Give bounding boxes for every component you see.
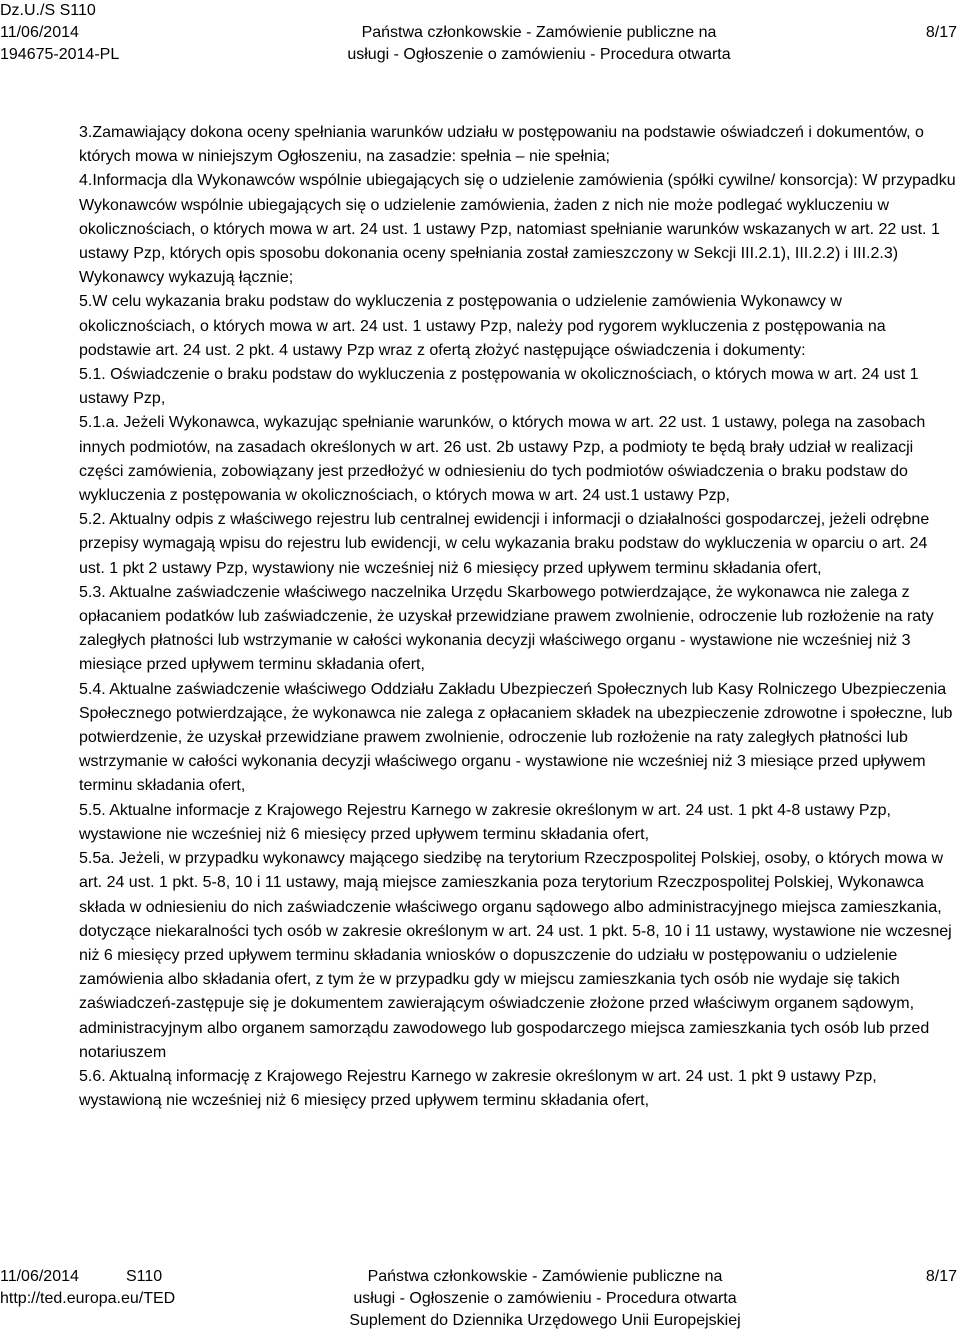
header-date: 11/06/2014 (0, 24, 79, 41)
paragraph-5-1: 5.1. Oświadczenie o braku podstaw do wykluczenia z postępowania w okolicznościach, o których mowa w art. 24 ust 1 ustawy Pzp, (79, 366, 919, 408)
page-header-title (336, 22, 742, 66)
paragraph-5-5a: 5.5a. Jeżeli, w przypadku wykonawcy mającego siedzibę na terytorium Rzeczpospolitej Polskiej, osoby, o których mowa w art. 24 ust. 1 pkt. 5-8, 10 i 11 ustawy, mają miejsce zamieszkania poza terytorium Rzeczpospolitej Polskiej, Wykonawca składa w odniesieniu do nich zaświadczenie właściwego organu sądowego albo administracyjnego miejsca zamieszkania, dotyczące niekaralności tych osób w zakresie określonym w art. 24 ust. 1 pkt. 5-8, 10 i 11 ustawy, wystawione nie wczesnej niż 6 miesięcy przed upływem terminu składania wniosków o dopuszczenie do udziału w postępowaniu o udzielenie zamówienia albo składania ofert, z tym że w przypadku gdy w miejscu zamieszkania tych osób nie wydaje się takich zaświadczeń-zastępuje się je dokumentem zawierającym oświadczenie złożone przed właściwym organem sądowym, administracyjnym albo organem samorządu zawodowego lub gospodarczego miejsca zamieszkania tych osób lub przed notariuszem (79, 850, 952, 1061)
header-page-number: 8/17 (925, 24, 957, 41)
page-header-left (0, 0, 119, 66)
header-notice-id: 194675-2014-PL (0, 46, 120, 63)
paragraph-5-5: 5.5. Aktualne informacje z Krajowego Rejestru Karnego w zakresie określonym w art. 24 ust. 1 pkt 4-8 ustawy Pzp, wystawione nie wcześniej niż 6 miesięcy przed upływem terminu składania ofert, (79, 801, 891, 843)
header-source: Dz.U./S S110 (0, 2, 96, 19)
footer-url: http://ted.europa.eu/TED (0, 1290, 176, 1307)
footer-series: S110 (126, 1268, 163, 1285)
page-footer-left (0, 1266, 175, 1310)
document-body (79, 121, 957, 1113)
header-title-line2: usługi - Ogłoszenie o zamówieniu - Procedura otwarta (347, 46, 731, 63)
paragraph-5: 5.W celu wykazania braku podstaw do wykluczenia z postępowania o udzielenie zamówienia Wykonawcy w okolicznościach, o których mowa w art. 24 ust. 1 ustawy Pzp, należy pod rygorem wykluczenia z postępowania na podstawie art. 24 ust. 2 pkt. 4 ustawy Pzp wraz z ofertą złożyć następujące oświadczenia i dokumenty: (79, 293, 886, 359)
page-footer-title (298, 1266, 792, 1332)
paragraph-5-2: 5.2. Aktualny odpis z właściwego rejestru lub centralnej ewidencji i informacji o działalności gospodarczej, jeżeli odrębne przepisy wymagają wpisu do rejestru lub ewidencji, w celu wykazania braku podstaw do wykluczenia w oparciu o art. 24 ust. 1 pkt 2 ustawy Pzp, wystawiony nie wcześniej niż 6 miesięcy przed upływem terminu składania ofert, (79, 511, 930, 577)
footer-title-line1: Państwa członkowskie - Zamówienie publiczne na (367, 1268, 723, 1285)
footer-page-number: 8/17 (925, 1268, 957, 1285)
paragraph-5-4: 5.4. Aktualne zaświadczenie właściwego Oddziału Zakładu Ubezpieczeń Społecznych lub Kasy Rolniczego Ubezpieczenia Społecznego potwierdzające, że wykonawca nie zalega z opłacaniem składek na ubezpieczenie zdrowotne i społeczne, lub potwierdzenie, że uzyskał przewidziane prawem zwolnienie, odroczenie lub rozłożenie na raty zaległych płatności lub wstrzymanie w całości wykonania decyzji właściwego organu - wystawione nie wcześniej niż 3 miesiące przed upływem terminu składania ofert, (79, 680, 953, 795)
header-title-line1: Państwa członkowskie - Zamówienie publiczne na (361, 24, 717, 41)
paragraph-3: 3.Zamawiający dokona oceny spełniania warunków udziału w postępowaniu na podstawie oświadczeń i dokumentów, o których mowa w niniejszym Ogłoszeniu, na zasadzie: spełnia – nie spełnia; (79, 124, 924, 166)
footer-date: 11/06/2014 (0, 1268, 79, 1285)
paragraph-5-3: 5.3. Aktualne zaświadczenie właściwego naczelnika Urzędu Skarbowego potwierdzające, że wykonawca nie zalega z opłacaniem podatków lub zaświadczenie, że uzyskał przewidziane prawem zwolnienie, odroczenie lub rozłożenie na raty zaległych płatności lub wstrzymanie w całości wykonania decyzji właściwego organu - wystawione nie wcześniej niż 3 miesiące przed upływem terminu składania ofert, (79, 583, 934, 674)
paragraph-5-1-a: 5.1.a. Jeżeli Wykonawca, wykazując spełnianie warunków, o których mowa w art. 22 ust. 1 ustawy, polega na zasobach innych podmiotów, na zasadach określonych w art. 26 ust. 2b ustawy Pzp, a podmioty te będą brały udział w realizacji części zamówienia, zobowiązany jest przedłożyć w odniesieniu do tych podmiotów oświadczenia o braku podstaw do wykluczenia z postępowania w okolicznościach, o których mowa w art. 24 ust.1 ustawy Pzp, (79, 414, 926, 505)
paragraph-5-6: 5.6. Aktualną informację z Krajowego Rejestru Karnego w zakresie określonym w art. 24 ust. 1 pkt 9 ustawy Pzp, wystawioną nie wcześniej niż 6 miesięcy przed upływem terminu składania ofert, (79, 1067, 877, 1110)
footer-title-line3: Suplement do Dziennika Urzędowego Unii Europejskiej (349, 1312, 741, 1329)
paragraph-4: 4.Informacja dla Wykonawców wspólnie ubiegających się o udzielenie zamówienia (spółki cywilne/ konsorcja): W przypadku Wykonawców wspólnie ubiegających się o udzielenie zamówienia, żaden z nich nie może podlegać wykluczeniu w okolicznościach, o których mowa w art. 24 ust. 1 ustawy Pzp, natomiast spełnianie warunków wskazanych w art. 22 ust. 1 ustawy Pzp, których opis sposobu dokonania oceny spełniania został zamieszczony w Sekcji III.2.1), III.2.2) i III.2.3) Wykonawcy wykazują łącznie; (79, 172, 956, 287)
footer-title-line2: usługi - Ogłoszenie o zamówieniu - Procedura otwarta (353, 1290, 737, 1307)
